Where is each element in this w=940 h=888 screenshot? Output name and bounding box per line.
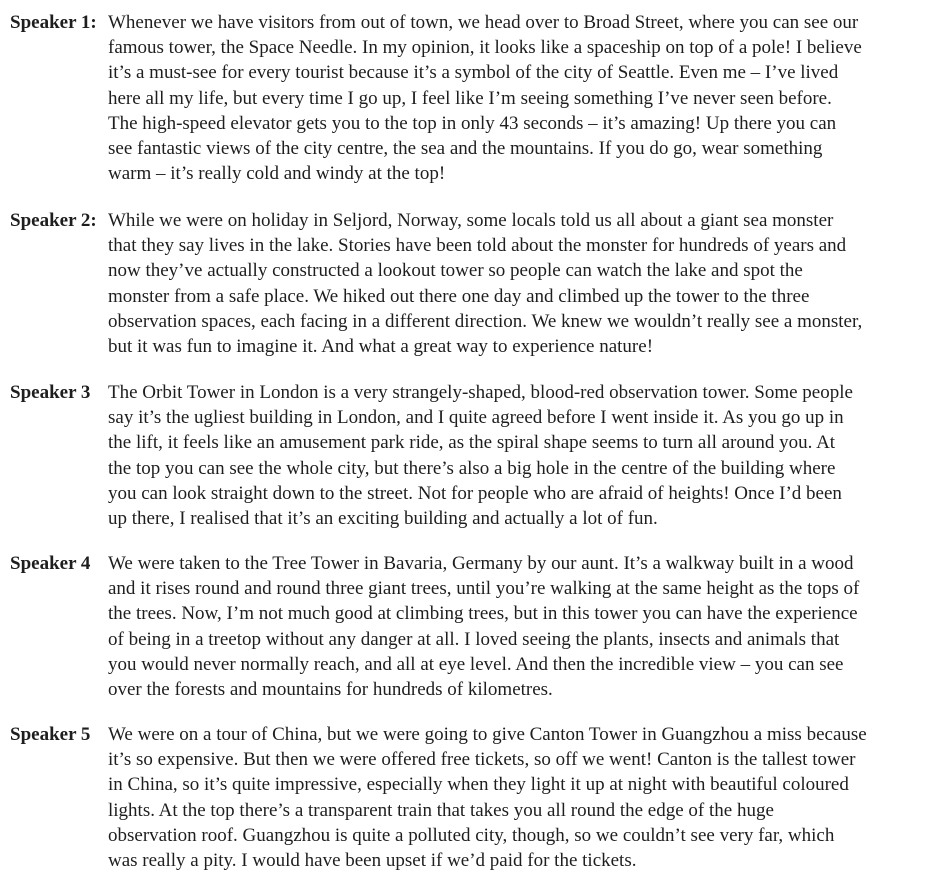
text-line: you would never normally reach, and all at eye level. And then the incredible view – you can see <box>108 653 844 675</box>
text-line: lights. At the top there’s a transparent train that takes you all round the edge of the huge <box>108 799 774 821</box>
text-line: say it’s the ugliest building in London, and I quite agreed before I went inside it. As you go up in <box>108 407 844 429</box>
speaker-text <box>108 722 867 873</box>
text-line: was really a pity. I would have been upset if we’d paid for the tickets. <box>108 850 637 872</box>
speaker-text <box>108 10 862 186</box>
text-line: While we were on holiday in Seljord, Norway, some locals told us all about a giant sea monster <box>108 210 834 231</box>
speaker-label: Speaker 4 <box>10 553 91 574</box>
speaker-text <box>108 551 859 702</box>
speaker-text <box>108 208 862 359</box>
text-line: over the forests and mountains for hundreds of kilometres. <box>108 679 553 701</box>
text-line: but it was fun to imagine it. And what a great way to experience nature! <box>108 336 654 358</box>
text-line: warm – it’s really cold and windy at the top! <box>108 163 446 185</box>
text-line: The Orbit Tower in London is a very strangely-shaped, blood-red observation tower. Some people <box>108 382 853 403</box>
text-line: observation spaces, each facing in a different direction. We knew we wouldn’t really see a monster, <box>108 310 863 332</box>
text-line: that they say lives in the lake. Stories have been told about the monster for hundreds of years and <box>108 235 847 257</box>
text-line: in China, so it’s quite impressive, especially when they light it up at night with beautiful coloured <box>108 774 849 796</box>
text-line: Whenever we have visitors from out of town, we head over to Broad Street, where you can see our <box>108 12 859 33</box>
text-line: famous tower, the Space Needle. In my opinion, it looks like a spaceship on top of a pole! I believe <box>108 37 862 59</box>
speaker-label: Speaker 2: <box>10 210 97 231</box>
speaker-text <box>108 380 853 531</box>
text-line: the top you can see the whole city, but there’s also a big hole in the centre of the building where <box>108 457 836 479</box>
text-line: now they’ve actually constructed a lookout tower so people can watch the lake and spot the <box>108 260 803 282</box>
text-line: see fantastic views of the city centre, the sea and the mountains. If you do go, wear something <box>108 138 823 160</box>
text-line: you can look straight down to the street. Not for people who are afraid of heights! Once I’d been <box>108 482 842 504</box>
text-line: observation roof. Guangzhou is quite a polluted city, though, so we couldn’t see very far, which <box>108 824 835 846</box>
text-line: We were on a tour of China, but we were going to give Canton Tower in Guangzhou a miss because <box>108 724 867 745</box>
speaker-label: Speaker 1: <box>10 12 97 33</box>
text-line: of being in a treetop without any danger at all. I loved seeing the plants, insects and animals that <box>108 628 840 650</box>
text-line: The high-speed elevator gets you to the top in only 43 seconds – it’s amazing! Up there you can <box>108 112 837 134</box>
speaker-label: Speaker 3 <box>10 382 91 403</box>
speaker-label: Speaker 5 <box>10 724 91 745</box>
text-line: here all my life, but every time I go up, I feel like I’m seeing something I’ve never seen before. <box>108 87 832 109</box>
text-line: up there, I realised that it’s an exciting building and actually a lot of fun. <box>108 508 658 530</box>
text-line: monster from a safe place. We hiked out there one day and climbed up the tower to the three <box>108 285 810 307</box>
text-line: the trees. Now, I’m not much good at climbing trees, but in this tower you can have the experience <box>108 603 858 625</box>
text-line: it’s so expensive. But then we were offered free tickets, so off we went! Canton is the tallest tower <box>108 749 856 771</box>
text-line: and it rises round and round three giant trees, until you’re walking at the same height as the tops of <box>108 578 860 600</box>
text-line: the lift, it feels like an amusement park ride, as the spiral shape seems to turn all around you. At <box>108 432 836 454</box>
text-line: We were taken to the Tree Tower in Bavaria, Germany by our aunt. It’s a walkway built in a wood <box>108 553 854 574</box>
text-line: it’s a must-see for every tourist because it’s a symbol of the city of Seattle. Even me – I’ve lived <box>108 62 839 84</box>
